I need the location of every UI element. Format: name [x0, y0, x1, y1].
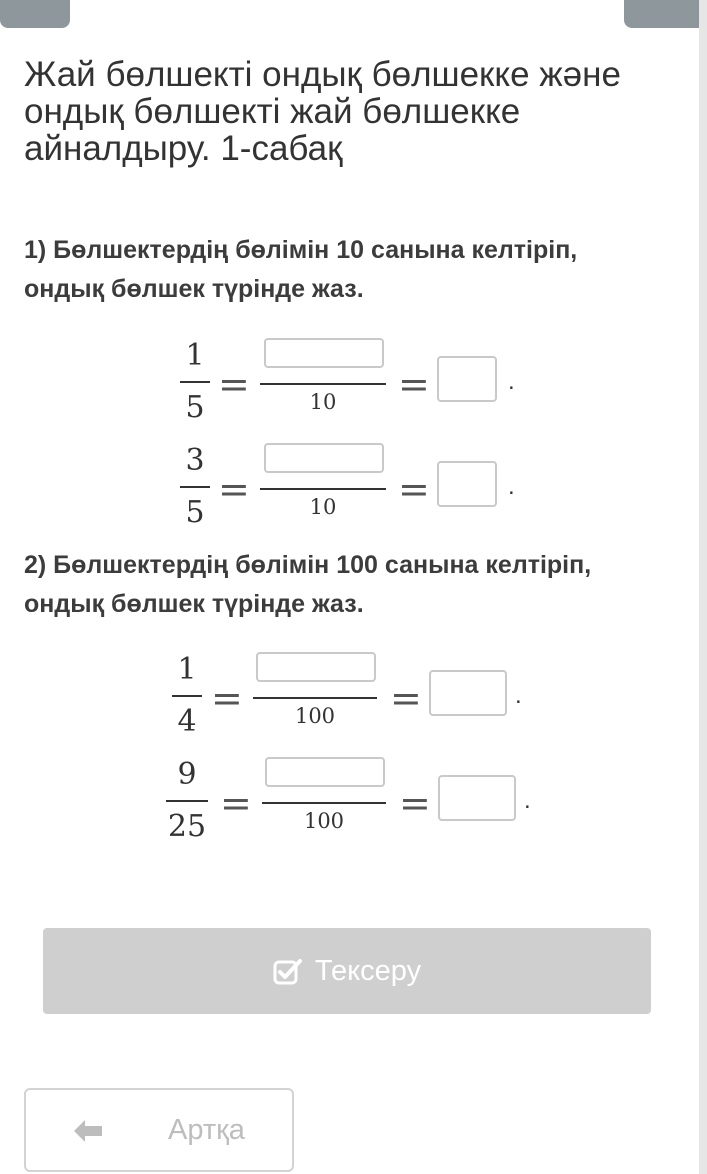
- target-fraction: [260, 338, 386, 428]
- task-2-heading: 2) Бөлшектердің бөлімін 100 санына келтіріп, ондық бөлшек түрінде жаз.: [24, 551, 592, 618]
- target-denominator: 100: [294, 704, 336, 728]
- task-1-row-2: [0, 443, 707, 533]
- decimal-answer-input[interactable]: [437, 356, 497, 402]
- target-fraction: [253, 652, 377, 742]
- fraction-bar: [180, 486, 210, 488]
- task-2-row-2: [0, 757, 707, 847]
- numerator-input[interactable]: [256, 652, 376, 682]
- arrow-left-icon: [72, 1118, 104, 1149]
- close-button[interactable]: [624, 0, 707, 28]
- numerator-input[interactable]: [264, 338, 384, 368]
- fraction-bar: [262, 802, 386, 804]
- equals-sign: =: [398, 362, 430, 406]
- equals-sign: =: [398, 467, 430, 511]
- fraction-bar: [260, 488, 386, 490]
- equals-sign: =: [390, 676, 422, 720]
- denominator: 4: [177, 704, 197, 739]
- target-fraction: [262, 757, 386, 847]
- period: .: [508, 368, 515, 395]
- decimal-answer-input[interactable]: [429, 670, 507, 716]
- source-fraction: [180, 443, 210, 531]
- check-button-label: Тексеру: [314, 954, 422, 987]
- numerator-input[interactable]: [265, 757, 385, 787]
- target-denominator: 10: [309, 390, 337, 414]
- target-denominator: 10: [309, 495, 337, 519]
- fraction-bar: [166, 800, 208, 802]
- task-1-heading: 1) Бөлшектердің бөлімін 10 санына келтіріп, ондық бөлшек түрінде жаз.: [24, 236, 578, 303]
- period: .: [508, 473, 515, 500]
- numerator: 3: [185, 443, 205, 478]
- fraction-bar: [253, 697, 377, 699]
- period: .: [524, 787, 531, 814]
- equals-sign: =: [218, 362, 250, 406]
- decimal-answer-input[interactable]: [438, 775, 516, 821]
- numerator: 9: [177, 757, 197, 792]
- checkbox-check-icon: [273, 957, 303, 985]
- fraction-bar: [180, 381, 210, 383]
- denominator: 25: [167, 809, 207, 844]
- decimal-answer-input[interactable]: [437, 461, 497, 507]
- source-fraction: [172, 652, 202, 740]
- equals-sign: =: [218, 467, 250, 511]
- denominator: 5: [185, 495, 205, 530]
- scrollbar-track[interactable]: [699, 0, 707, 1174]
- task-1-row-1: [0, 338, 707, 428]
- denominator: 5: [185, 390, 205, 425]
- numerator-input[interactable]: [264, 443, 384, 473]
- equals-sign: =: [220, 781, 252, 825]
- task-2-row-1: [0, 652, 707, 742]
- back-button-label: Артқа: [168, 1114, 245, 1146]
- lesson-title: Жай бөлшекті ондық бөлшекке және ондық бөлшекті жай бөлшекке айналдыру. 1-сабақ: [24, 55, 621, 168]
- equals-sign: =: [399, 781, 431, 825]
- fraction-bar: [172, 695, 202, 697]
- target-denominator: 100: [303, 809, 345, 833]
- check-button[interactable]: [43, 928, 651, 1014]
- source-fraction: [180, 338, 210, 426]
- period: .: [515, 682, 522, 709]
- numerator: 1: [185, 338, 205, 373]
- back-button[interactable]: [24, 1088, 294, 1172]
- numerator: 1: [177, 652, 197, 687]
- equals-sign: =: [211, 676, 243, 720]
- source-fraction: [166, 757, 208, 845]
- menu-button[interactable]: [0, 0, 70, 28]
- target-fraction: [260, 443, 386, 533]
- fraction-bar: [260, 383, 386, 385]
